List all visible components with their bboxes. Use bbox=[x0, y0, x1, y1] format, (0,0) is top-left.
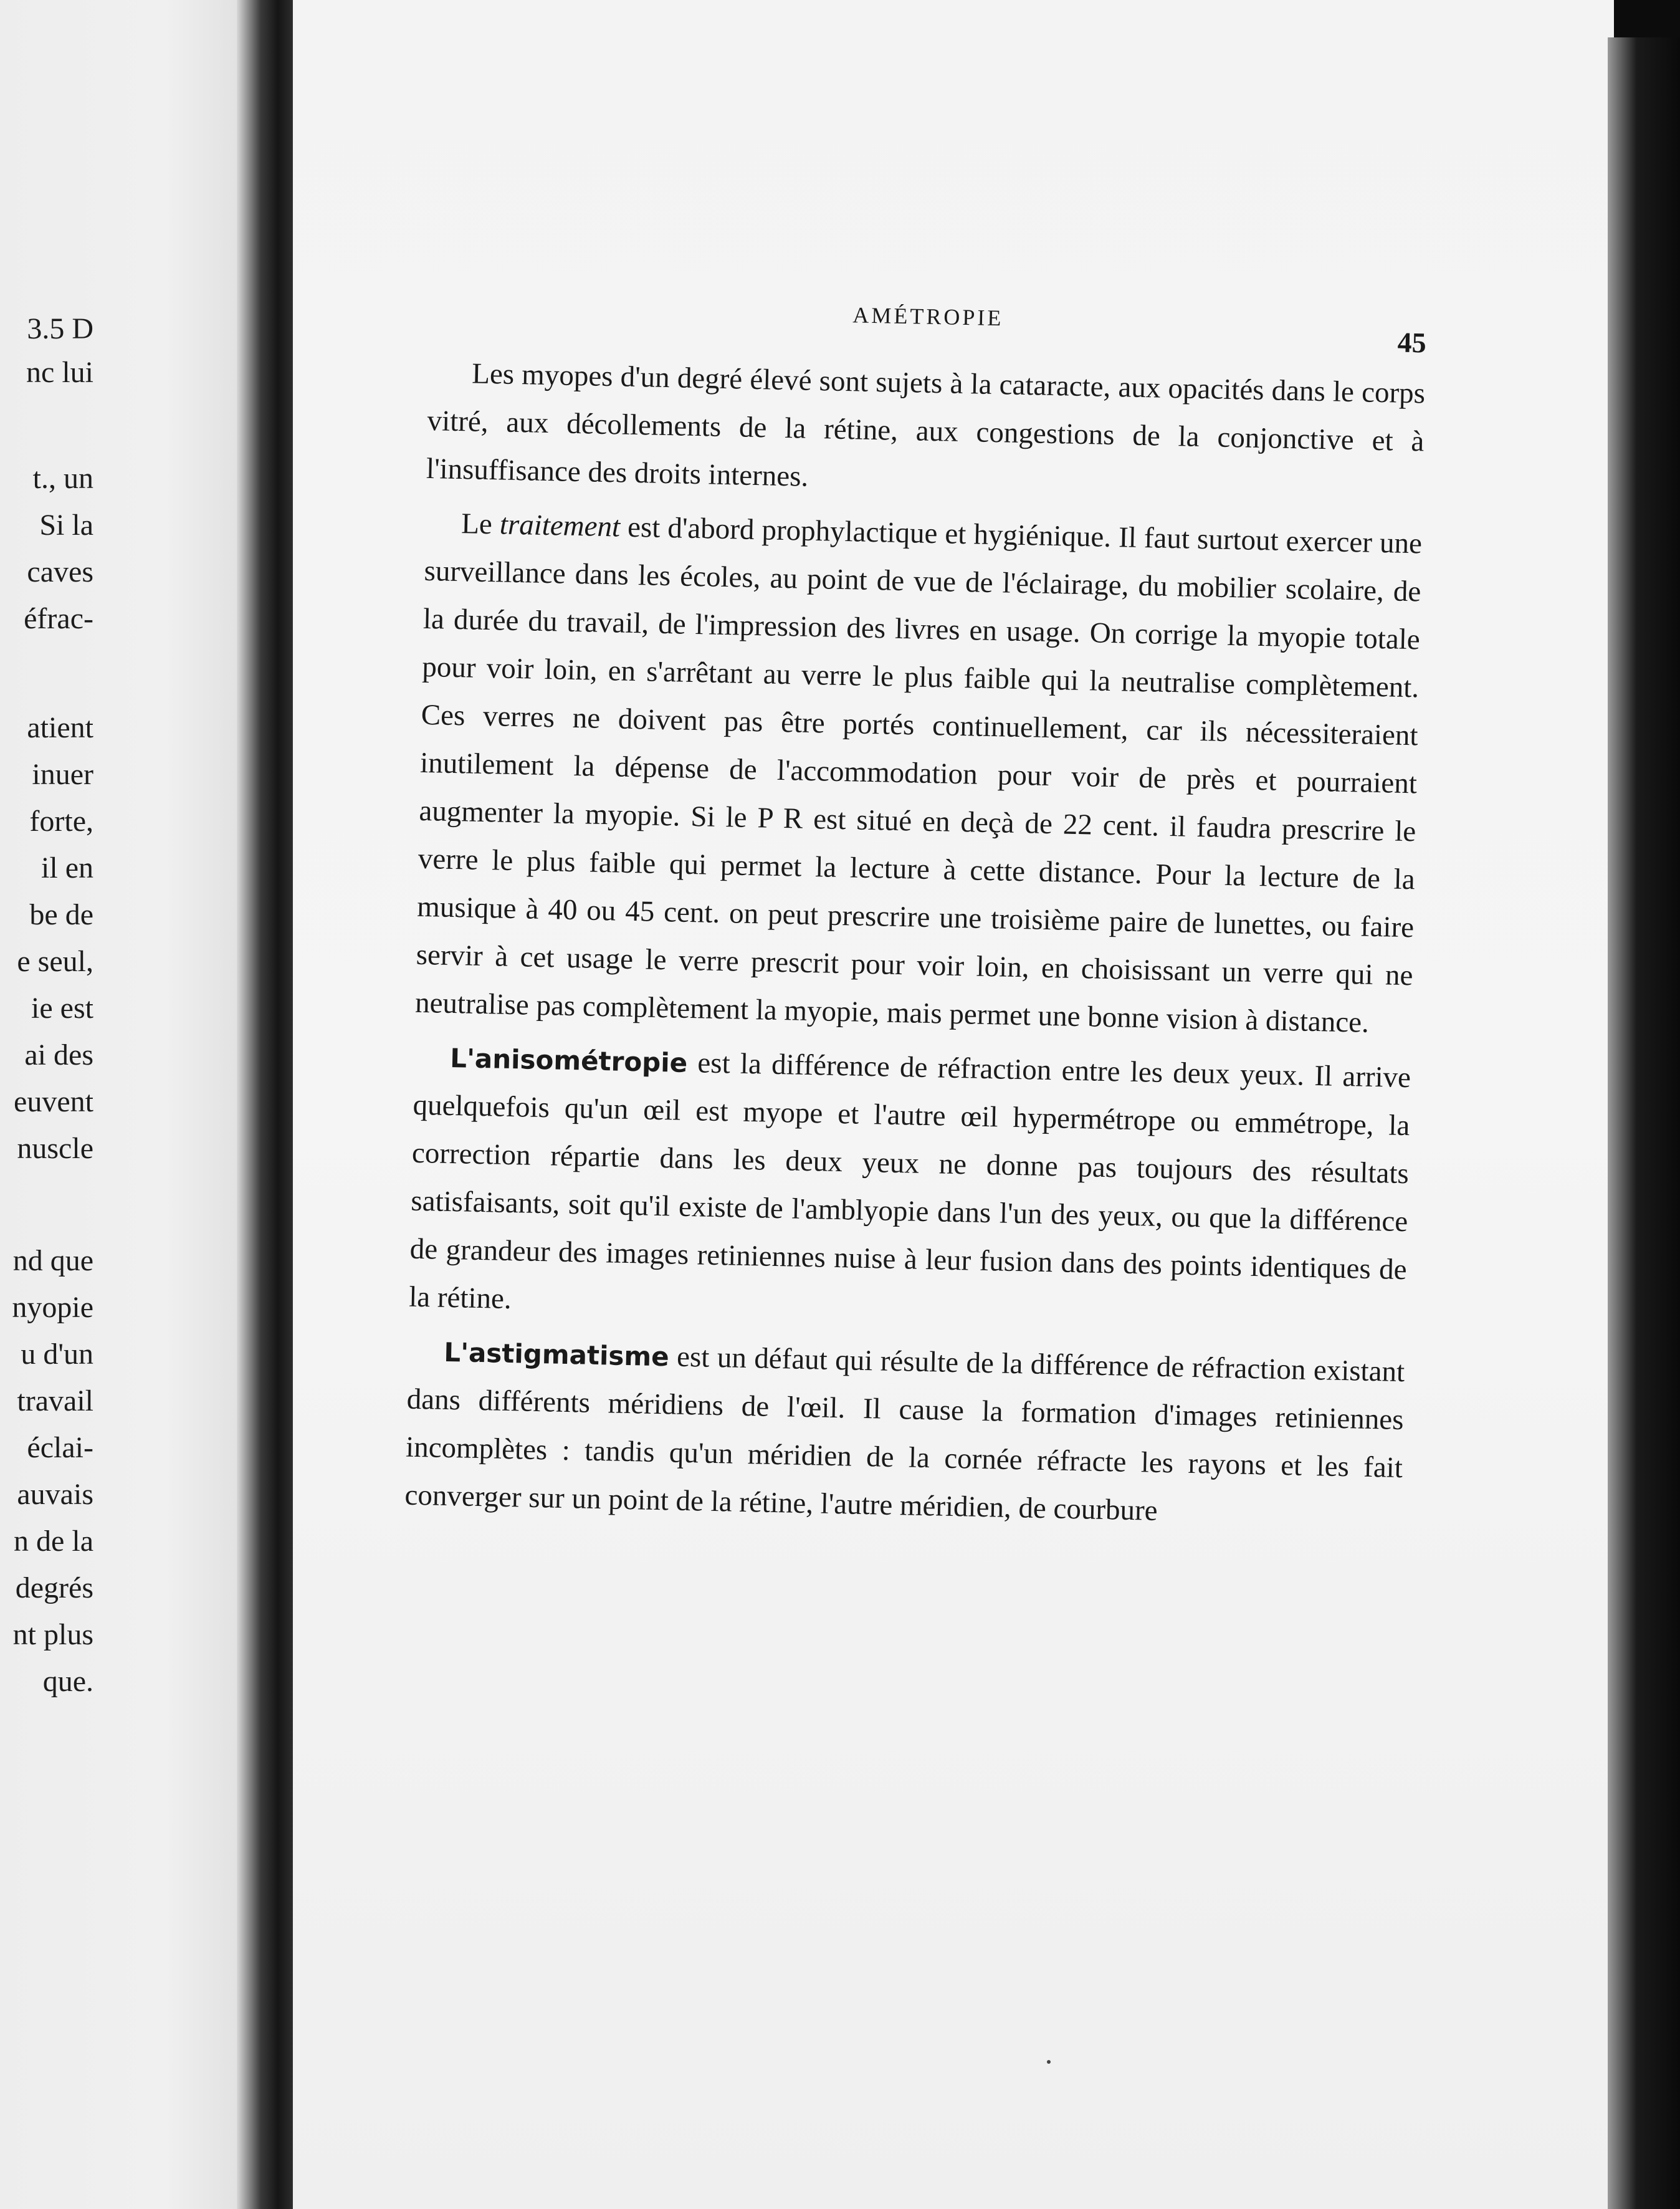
left-page-fragment: caves bbox=[27, 555, 93, 588]
left-page-fragment: ai des bbox=[24, 1038, 93, 1071]
left-page-fragment: auvais bbox=[17, 1478, 93, 1511]
left-page-fragment: nt plus bbox=[12, 1618, 93, 1651]
left-page-fragment: e seul, bbox=[17, 945, 93, 978]
page-text-block bbox=[404, 293, 1427, 1546]
anisometropia-text: est la différence de réfraction entre les deux yeux. Il arrive quelquefois qu'un œil est myope et l'autre œil hypermétrope ou emmétrope, la correction répartie dans les deux yeux ne donne pas toujours des résultats satisfaisants, soit qu'il existe de l'amblyopie dans l'un des yeux, ou que la différence de grandeur des images retiniennes nuise à leur fusion dans des points identiques de la rétine. bbox=[408, 1046, 1411, 1316]
left-page-fragment: u d'un bbox=[21, 1338, 93, 1371]
treatment-text: est d'abord prophylactique et hygiénique. Il faut surtout exercer une surveillance dans les écoles, au point de vue de l'éclairage, du mobilier scolaire, de la durée du travail, de l'impression des livres en usage. On corrige la myopie totale pour voir loin, en s'arrêtant au verre le plus faible qui la neutralise complètement. Ces verres ne doivent pas être portés continuellement, car ils nécessiteraient inutilement la dépense de l'accommodation pour voir de près et pourraient augmenter la myopie. Si le P R est situé en deçà de 22 cent. il faudra prescrire le verre le plus faible qui permet la lecture à cette distance. Pour la lecture de la musique à 40 ou 45 cent. on peut prescrire une troisième paire de lunettes, ou faire servir à cet usage le verre prescrit pour voir loin, en choisissant un verre qui ne neutralise pas complètement la myopie, mais permet une bonne vision à distance. bbox=[414, 510, 1423, 1039]
treatment-term: traitement bbox=[499, 508, 621, 544]
left-page-fragment: éclai- bbox=[27, 1431, 93, 1464]
left-page-text-fragments bbox=[0, 0, 237, 2209]
paragraph-anisometropia bbox=[408, 1033, 1411, 1342]
left-page-fragment: nyopie bbox=[12, 1291, 93, 1324]
astigmatism-text: est un défaut qui résulte de la différence de réfraction existant dans différents méridiens de l'œil. Il cause la formation d'images retiniennes incomplètes : tandis qu'un méridien de la cornée réfracte les rayons et les fait converger sur un point de la rétine, l'autre méridien, de courbure bbox=[404, 1340, 1405, 1527]
treatment-lead: Le bbox=[461, 507, 500, 541]
paragraph-treatment bbox=[414, 499, 1422, 1048]
paper-speck bbox=[1047, 2060, 1051, 2064]
left-page-fragment: degrés bbox=[15, 1571, 93, 1604]
left-page-fragment: atient bbox=[27, 711, 93, 744]
paragraph-astigmatism bbox=[404, 1328, 1405, 1540]
left-page-fragment: be de bbox=[29, 898, 93, 931]
left-page-fragment: ie est bbox=[31, 992, 93, 1025]
left-page-fragment: travail bbox=[17, 1384, 93, 1417]
left-page-fragment: nuscle bbox=[17, 1132, 93, 1165]
left-page-fragment: que. bbox=[42, 1665, 93, 1698]
page-number: 45 bbox=[1397, 326, 1427, 359]
paragraph-myopia-complications: Les myopes d'un degré élevé sont sujets à la cataracte, aux opacités dans le corps vitré, aux décollements de la rétine, aux congestions de la conjonctive et à l'insuffisance des droits internes. bbox=[426, 357, 1426, 493]
left-page-fragment: nd que bbox=[12, 1244, 93, 1277]
left-page-fragment: il en bbox=[41, 851, 93, 884]
left-page bbox=[0, 0, 237, 2209]
scan-edge-shadow bbox=[1608, 37, 1680, 2209]
left-page-fragment: inuer bbox=[32, 758, 93, 791]
left-page-fragment: nc lui bbox=[26, 356, 93, 389]
left-page-fragment: t., un bbox=[32, 462, 93, 495]
left-page-fragment: 3.5 D bbox=[27, 312, 93, 345]
left-page-fragment: n de la bbox=[14, 1525, 93, 1558]
left-page-fragment: Si la bbox=[39, 509, 93, 542]
anisometropia-term: L'anisométropie bbox=[449, 1042, 688, 1078]
astigmatism-term: L'astigmatisme bbox=[443, 1336, 670, 1373]
left-page-fragment: euvent bbox=[14, 1085, 93, 1118]
running-head-title: AMÉTROPIE bbox=[852, 302, 1004, 331]
left-page-fragment: forte, bbox=[29, 805, 93, 838]
left-page-fragment: éfrac- bbox=[24, 602, 93, 635]
